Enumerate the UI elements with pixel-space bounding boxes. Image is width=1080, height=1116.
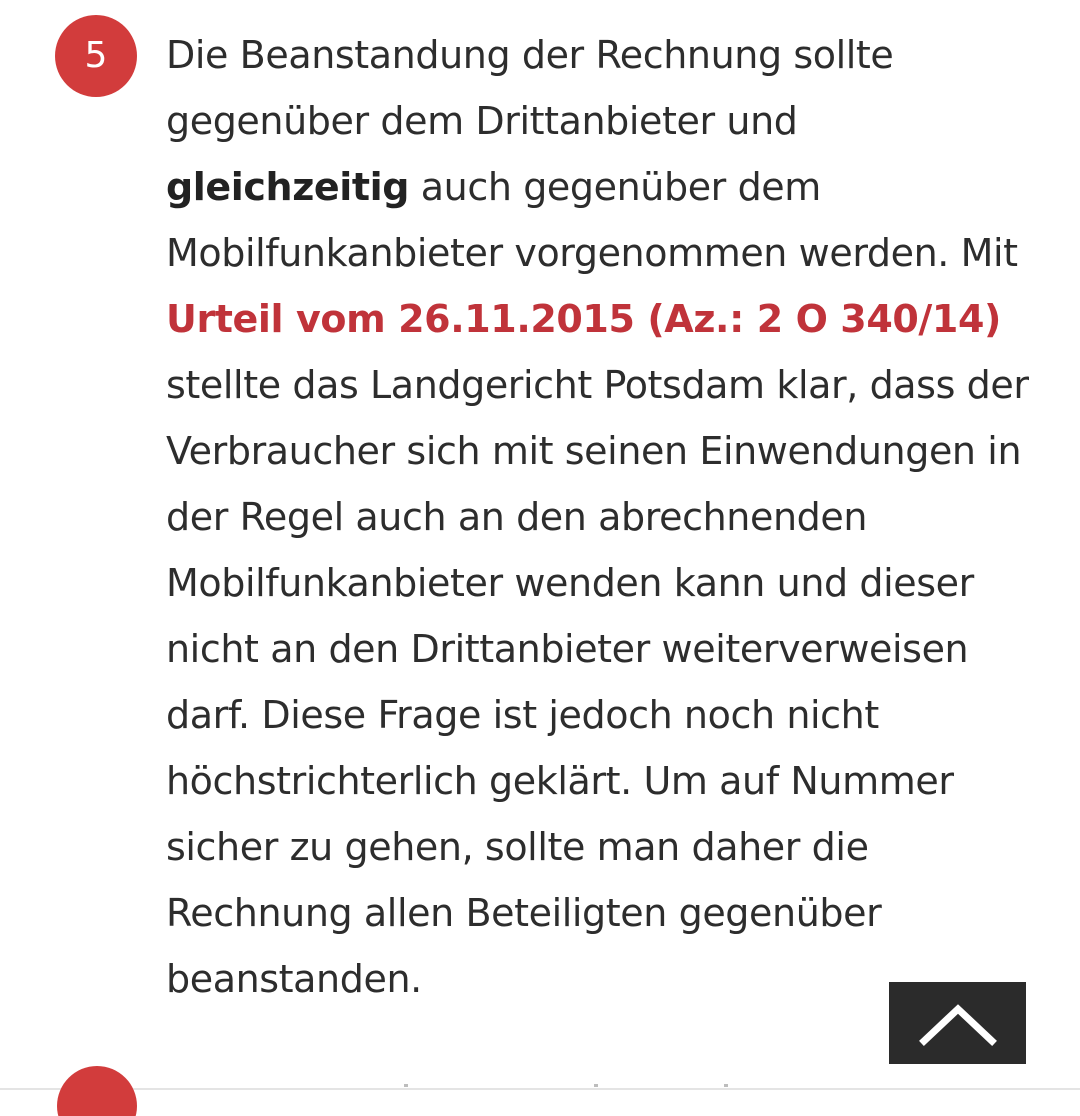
court-ruling-link[interactable]: Urteil vom 26.11.2015 (Az.: 2 O 340/14) (166, 297, 1001, 341)
emphasis-text: gleichzeitig (166, 165, 410, 209)
chevron-up-icon (918, 999, 998, 1047)
step-text-part-3: stellte das Landgericht Potsdam klar, dass der Verbraucher sich mit seinen Einwendungen in der Regel auch an den abrechnenden Mobilfunkanbieter wenden kann und dieser nicht an den Drittanbieter weiterverweisen darf. Diese Frage ist jedoch noch nicht höchstrichterlich geklärt. Um auf Nummer sicher zu gehen, sollte man daher die Rechnung allen Beteiligten gegenüber beanstanden. (166, 363, 1029, 1001)
step-description (166, 22, 1046, 1012)
next-step-badge (57, 1066, 137, 1116)
step-text-part-2: auch gegenüber dem Mobilfunkanbieter vorgenommen werden. Mit (166, 165, 1018, 275)
scroll-to-top-button[interactable] (889, 982, 1026, 1064)
section-divider (0, 1088, 1080, 1090)
step-text-part-1: Die Beanstandung der Rechnung sollte gegenüber dem Drittanbieter und (166, 33, 894, 143)
step-number-badge: 5 (55, 15, 137, 97)
